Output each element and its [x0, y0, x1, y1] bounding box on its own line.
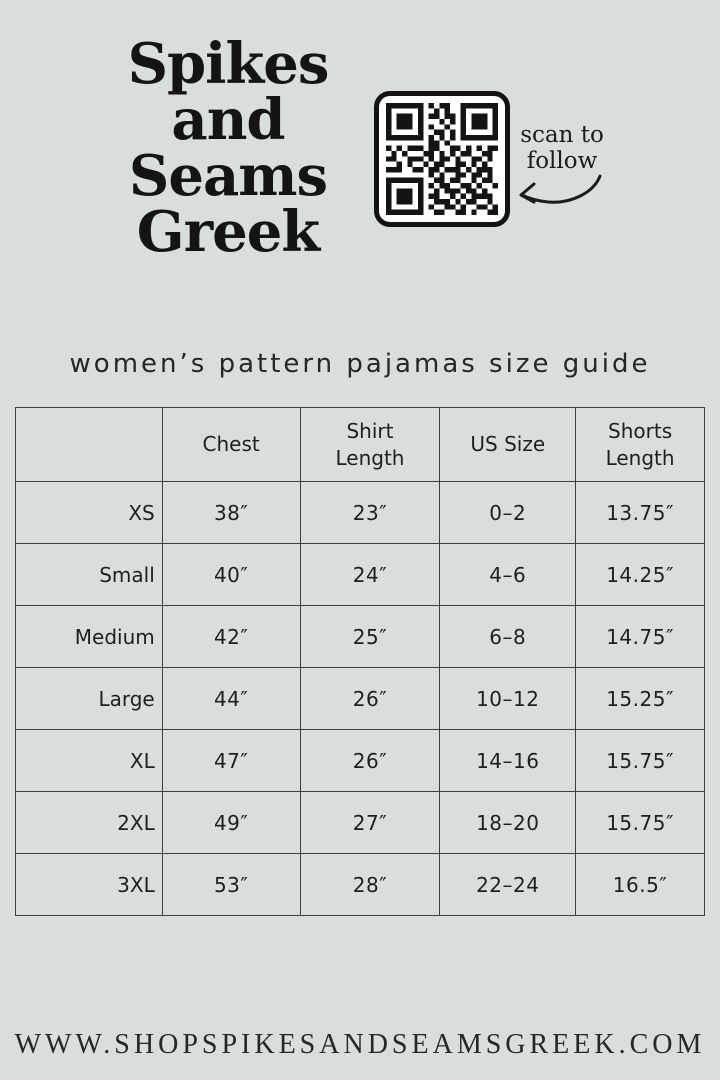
- table-row: [16, 854, 705, 916]
- logo-line: and: [171, 87, 285, 153]
- header-shirt-length: Shirt Length: [300, 408, 440, 482]
- table-row: [16, 668, 705, 730]
- shorts-length-cell: 15.75″: [576, 792, 705, 854]
- footer-url: WWW.SHOPSPIKESANDSEAMSGREEK.COM: [14, 1029, 706, 1060]
- brand-logo: [66, 31, 390, 265]
- size-label-cell: Large: [16, 668, 163, 730]
- shirt-length-cell: 28″: [300, 854, 440, 916]
- header-us-size: US Size: [440, 408, 576, 482]
- scan-to-follow-label: scan to follow: [520, 122, 604, 174]
- us-size-cell: 22–24: [440, 854, 576, 916]
- shirt-length-cell: 24″: [300, 544, 440, 606]
- size-label-cell: XL: [16, 730, 163, 792]
- size-label-cell: 3XL: [16, 854, 163, 916]
- shorts-length-cell: 15.75″: [576, 730, 705, 792]
- logo-line: Spikes: [127, 31, 329, 97]
- shorts-length-cell: 15.25″: [576, 668, 705, 730]
- header-empty: [16, 408, 163, 482]
- table-row: [16, 544, 705, 606]
- shorts-length-cell: 14.25″: [576, 544, 705, 606]
- chest-cell: 38″: [162, 482, 300, 544]
- qr-code-pattern: [386, 103, 498, 215]
- table-row: [16, 730, 705, 792]
- chest-cell: 42″: [162, 606, 300, 668]
- size-table-body: [16, 482, 705, 916]
- table-row: [16, 482, 705, 544]
- curved-arrow-icon: [504, 168, 614, 214]
- shirt-length-cell: 23″: [300, 482, 440, 544]
- table-header-row: [16, 408, 705, 482]
- chest-cell: 44″: [162, 668, 300, 730]
- shirt-length-cell: 27″: [300, 792, 440, 854]
- logo-line: Seams: [128, 143, 328, 209]
- size-label-cell: Small: [16, 544, 163, 606]
- size-label-cell: Medium: [16, 606, 163, 668]
- table-row: [16, 606, 705, 668]
- shirt-length-cell: 26″: [300, 730, 440, 792]
- header-chest: Chest: [162, 408, 300, 482]
- us-size-cell: 6–8: [440, 606, 576, 668]
- shorts-length-cell: 13.75″: [576, 482, 705, 544]
- chest-cell: 47″: [162, 730, 300, 792]
- shorts-length-cell: 16.5″: [576, 854, 705, 916]
- chest-cell: 40″: [162, 544, 300, 606]
- logo-line: Greek: [136, 199, 320, 265]
- shirt-length-cell: 26″: [300, 668, 440, 730]
- header-shorts-length: Shorts Length: [576, 408, 705, 482]
- chest-cell: 49″: [162, 792, 300, 854]
- us-size-cell: 18–20: [440, 792, 576, 854]
- shirt-length-cell: 25″: [300, 606, 440, 668]
- size-label-cell: 2XL: [16, 792, 163, 854]
- shorts-length-cell: 14.75″: [576, 606, 705, 668]
- qr-code: [374, 91, 510, 227]
- us-size-cell: 0–2: [440, 482, 576, 544]
- page-title: women’s pattern pajamas size guide: [69, 349, 651, 379]
- chest-cell: 53″: [162, 854, 300, 916]
- table-row: [16, 792, 705, 854]
- us-size-cell: 14–16: [440, 730, 576, 792]
- size-table: [15, 407, 705, 916]
- us-size-cell: 10–12: [440, 668, 576, 730]
- size-label-cell: XS: [16, 482, 163, 544]
- us-size-cell: 4–6: [440, 544, 576, 606]
